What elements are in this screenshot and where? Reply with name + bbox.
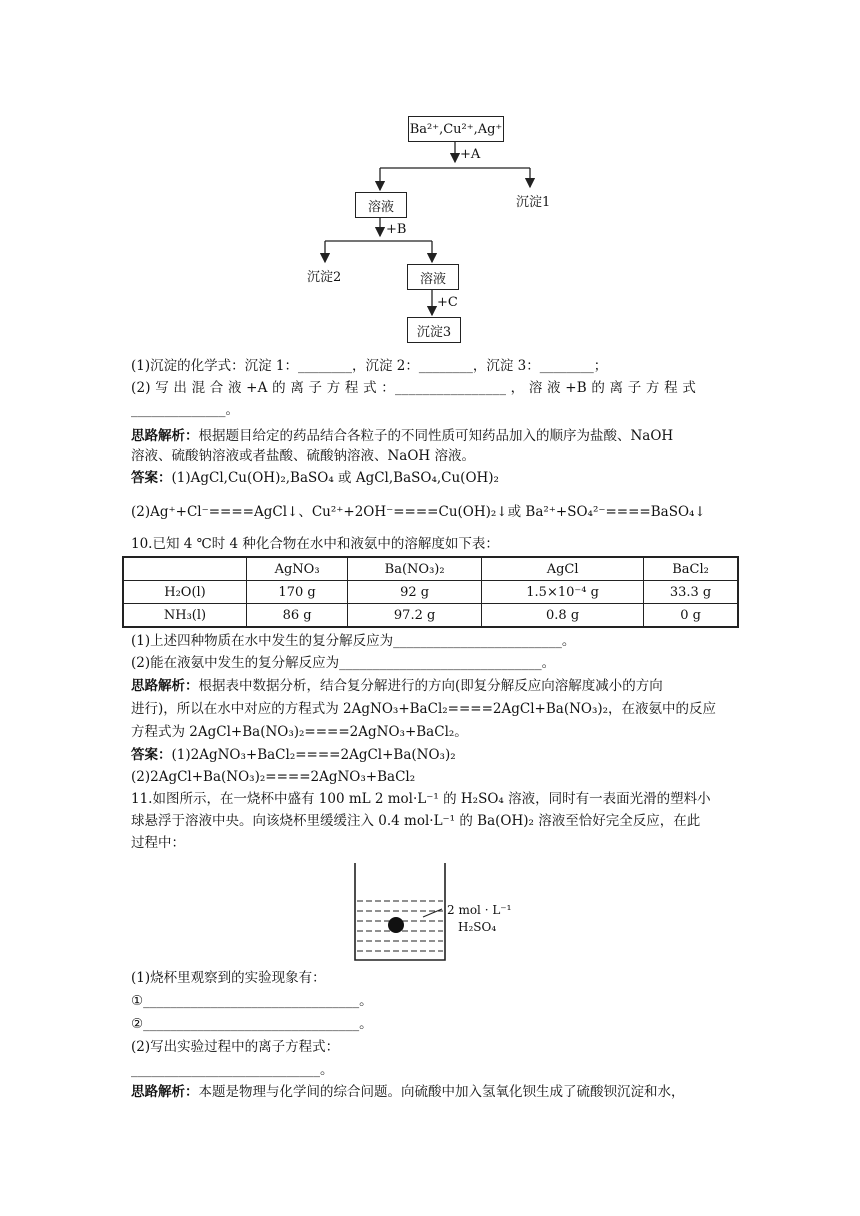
solubility-table [122,556,739,628]
beaker-label-acid: H₂SO₄ [458,920,497,934]
precipitate-2-label: 沉淀2 [307,270,342,285]
q11-stem-3: 过程中： [131,835,185,851]
q11-part2: (2)写出实验过程中的离子方程式： [131,1039,340,1055]
q11-item-2: ②________________________________。 [131,1016,373,1032]
q11-analysis: 思路解析：本题是物理与化学间的综合问题。向硫酸中加入氢氧化钡生成了硫酸钡沉淀和水， [131,1084,685,1100]
q9-analysis: 思路解析：根据题目给定的药品结合各粒子的不同性质可知药品加入的顺序为盐酸、NaOH [131,428,674,444]
answer-label: 答案： [131,747,172,763]
beaker-label-concentration: 2 mol · L⁻¹ [447,903,512,917]
precipitate-3-box: 沉淀3 [407,317,461,343]
q9-answer-2: (2)Ag⁺+Cl⁻====AgCl↓、Cu²⁺+2OH⁻====Cu(OH)₂↓或 Ba²⁺+SO₄²⁻====BaSO₄↓ [131,504,706,520]
q10-answer-2: (2)2AgCl+Ba(NO₃)₂====2AgNO₃+BaCl₂ [131,769,416,785]
q9-analysis-cont: 溶液、硫酸钠溶液或者盐酸、硫酸钠溶液、NaOH 溶液。 [131,448,475,464]
table-cell: 1.5×10⁻⁴ g [482,581,644,604]
q10-analysis-cont-1: 进行)，所以在水中对应的方程式为 2AgNO₃+BaCl₂====2AgCl+Ba(NO₃)₂，在液氨中的反应 [131,701,717,717]
q11-part1: (1)烧杯里观察到的实验现象有： [131,970,326,986]
table-header-cell: Ba(NO₃)₂ [348,557,482,581]
table-cell: 0 g [644,604,738,628]
table-header-row [123,557,738,581]
table-header-cell: AgCl [482,557,644,581]
ion-box: Ba²⁺,Cu²⁺,Ag⁺ [408,116,504,142]
table-cell: 33.3 g [644,581,738,604]
table-header-cell: AgNO₃ [247,557,348,581]
table-cell: 86 g [247,604,348,628]
q10-analysis: 思路解析：根据表中数据分析，结合复分解进行的方向(即复分解反应向溶解度减小的方向 [131,678,663,694]
table-cell: H₂O(l) [123,581,247,604]
table-row [123,604,738,628]
q11-part2-blank: ____________________________。 [131,1062,334,1078]
q11-stem-2: 球悬浮于溶液中央。向该烧杯里缓缓注入 0.4 mol·L⁻¹ 的 Ba(OH)₂ 溶液至恰好完全反应，在此 [131,813,701,829]
table-cell: 92 g [348,581,482,604]
analysis-label: 思路解析： [131,678,199,694]
plastic-ball [388,917,404,933]
table-row [123,581,738,604]
q10-part2: (2)能在液氨中发生的复分解反应为______________________________。 [131,655,556,671]
add-b-label: +B [386,222,407,237]
add-c-label: +C [437,295,458,310]
q9-part2-end: ______________。 [131,402,239,418]
solution-box-2: 溶液 [407,264,459,290]
q10-answer: 答案：(1)2AgNO₃+BaCl₂====2AgCl+Ba(NO₃)₂ [131,747,456,763]
q9-part1: (1)沉淀的化学式：沉淀 1：________，沉淀 2：________，沉淀 3：________； [131,358,608,374]
analysis-label: 思路解析： [131,428,199,444]
q9-answer: 答案：(1)AgCl,Cu(OH)₂,BaSO₄ 或 AgCl,BaSO₄,Cu(OH)₂ [131,470,499,486]
table-cell: NH₃(l) [123,604,247,628]
solution-box-1: 溶液 [355,192,407,218]
table-cell: 0.8 g [482,604,644,628]
q11-stem-1: 11.如图所示，在一烧杯中盛有 100 mL 2 mol·L⁻¹ 的 H₂SO₄ 溶液，同时有一表面光滑的塑料小 [131,791,711,807]
q10-analysis-cont-2: 方程式为 2AgCl+Ba(NO₃)₂====2AgNO₃+BaCl₂。 [131,724,468,740]
flowchart-connectors [0,0,860,360]
q10-part1: (1)上述四种物质在水中发生的复分解反应为_________________________。 [131,633,576,649]
table-header-cell: BaCl₂ [644,557,738,581]
answer-label: 答案： [131,470,172,486]
table-cell: 170 g [247,581,348,604]
q11-item-1: ①________________________________。 [131,993,373,1009]
table-cell: 97.2 g [348,604,482,628]
analysis-label: 思路解析： [131,1084,199,1100]
table-header-cell [123,557,247,581]
add-a-label: +A [460,147,481,162]
q9-part2: (2) 写 出 混 合 液 +A 的 离 子 方 程 式 ：________________ ， 溶 液 +B 的 离 子 方 程 式 [131,380,697,396]
q10-stem: 10.已知 4 ℃时 4 种化合物在水中和液氨中的溶解度如下表： [131,536,499,552]
precipitate-1-label: 沉淀1 [516,195,551,210]
